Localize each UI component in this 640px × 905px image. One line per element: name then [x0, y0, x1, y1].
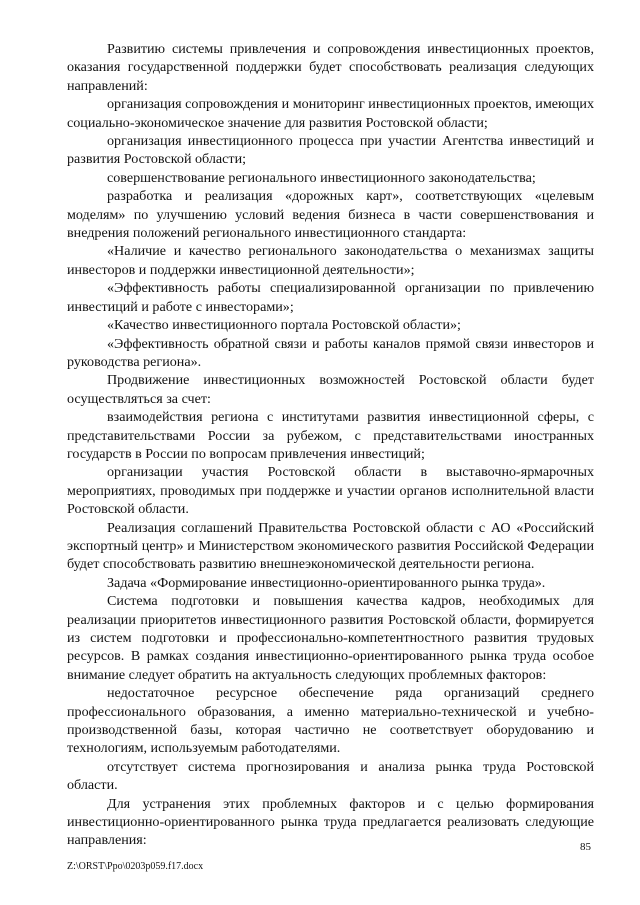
paragraph: организация сопровождения и мониторинг инвестиционных проектов, имеющих социально-экономическое значение для развития Ростовской области; — [67, 96, 594, 131]
document-body — [67, 40, 594, 850]
paragraph: совершенствование регионального инвестиционного законодательства; — [107, 169, 536, 186]
paragraph: отсутствует система прогнозирования и анализа рынка труда Ростовской области. — [67, 758, 594, 794]
paragraph: разработка и реализация «дорожных карт», соответствующих «целевым моделям» по улучшению условий ведения бизнеса в части совершенствования и внедрения положений регионального инвестиционного стандарта: — [67, 188, 594, 242]
paragraph: «Качество инвестиционного портала Ростовской области»; — [107, 317, 461, 334]
paragraph: Система подготовки и повышения качества кадров, необходимых для реализации приоритетов инвестиционного развития Ростовской области, формируется из систем подготовки и профессионально-компетентностного развития трудовых ресурсов. В рамках создания инвестиционно-ориентированного рынка труда особое внимание следует обратить на актуальность следующих проблемных факторов: — [67, 593, 594, 683]
paragraph: организация инвестиционного процесса при участии Агентства инвестиций и развития Ростовской области; — [67, 133, 594, 168]
paragraph: Развитию системы привлечения и сопровождения инвестиционных проектов, оказания государственной поддержки будет способствовать реализация следующих направлений: — [67, 41, 594, 94]
paragraph: «Эффективность работы специализированной организации по привлечению инвестиций и работе с инвесторами»; — [67, 280, 594, 315]
paragraph: «Наличие и качество регионального законодательства о механизмах защиты инвесторов и поддержки инвестиционной деятельности»; — [67, 243, 594, 278]
paragraph: Реализация соглашений Правительства Ростовской области с АО «Российский экспортный центр» и Министерством экономического развития Российской Федерации будет способствовать развитию внешнеэкономической деятельности региона. — [67, 519, 594, 573]
paragraph: Задача «Формирование инвестиционно-ориентированного рынка труда». — [107, 574, 546, 591]
paragraph: Для устранения этих проблемных факторов и с целью формирования инвестиционно-ориентированного рынка труда предлагается реализовать следующие направления: — [67, 795, 594, 849]
paragraph: организации участия Ростовской области в выставочно-ярмарочных мероприятиях, проводимых при поддержке и участии органов исполнительной власти Ростовской области. — [67, 464, 594, 518]
footer-file-path: Z:\ORST\Ppo\0203p059.f17.docx — [67, 861, 204, 872]
paragraph: недостаточное ресурсное обеспечение ряда организаций среднего профессионального образования, а именно материально-технической и учебно-производственной базы, которая частично не соответствует оборудованию и технологиям, используемым работодателями. — [67, 685, 594, 757]
paragraph: «Эффективность обратной связи и работы каналов прямой связи инвесторов и руководства региона». — [67, 335, 594, 370]
page-number: 85 — [580, 841, 591, 853]
paragraph: Продвижение инвестиционных возможностей Ростовской области будет осуществляться за счет: — [67, 372, 594, 407]
paragraph: взаимодействия региона с институтами развития инвестиционной сферы, с представительствами России за рубежом, с представительствами иностранных государств в России по вопросам привлечения инвестиций; — [67, 409, 594, 462]
